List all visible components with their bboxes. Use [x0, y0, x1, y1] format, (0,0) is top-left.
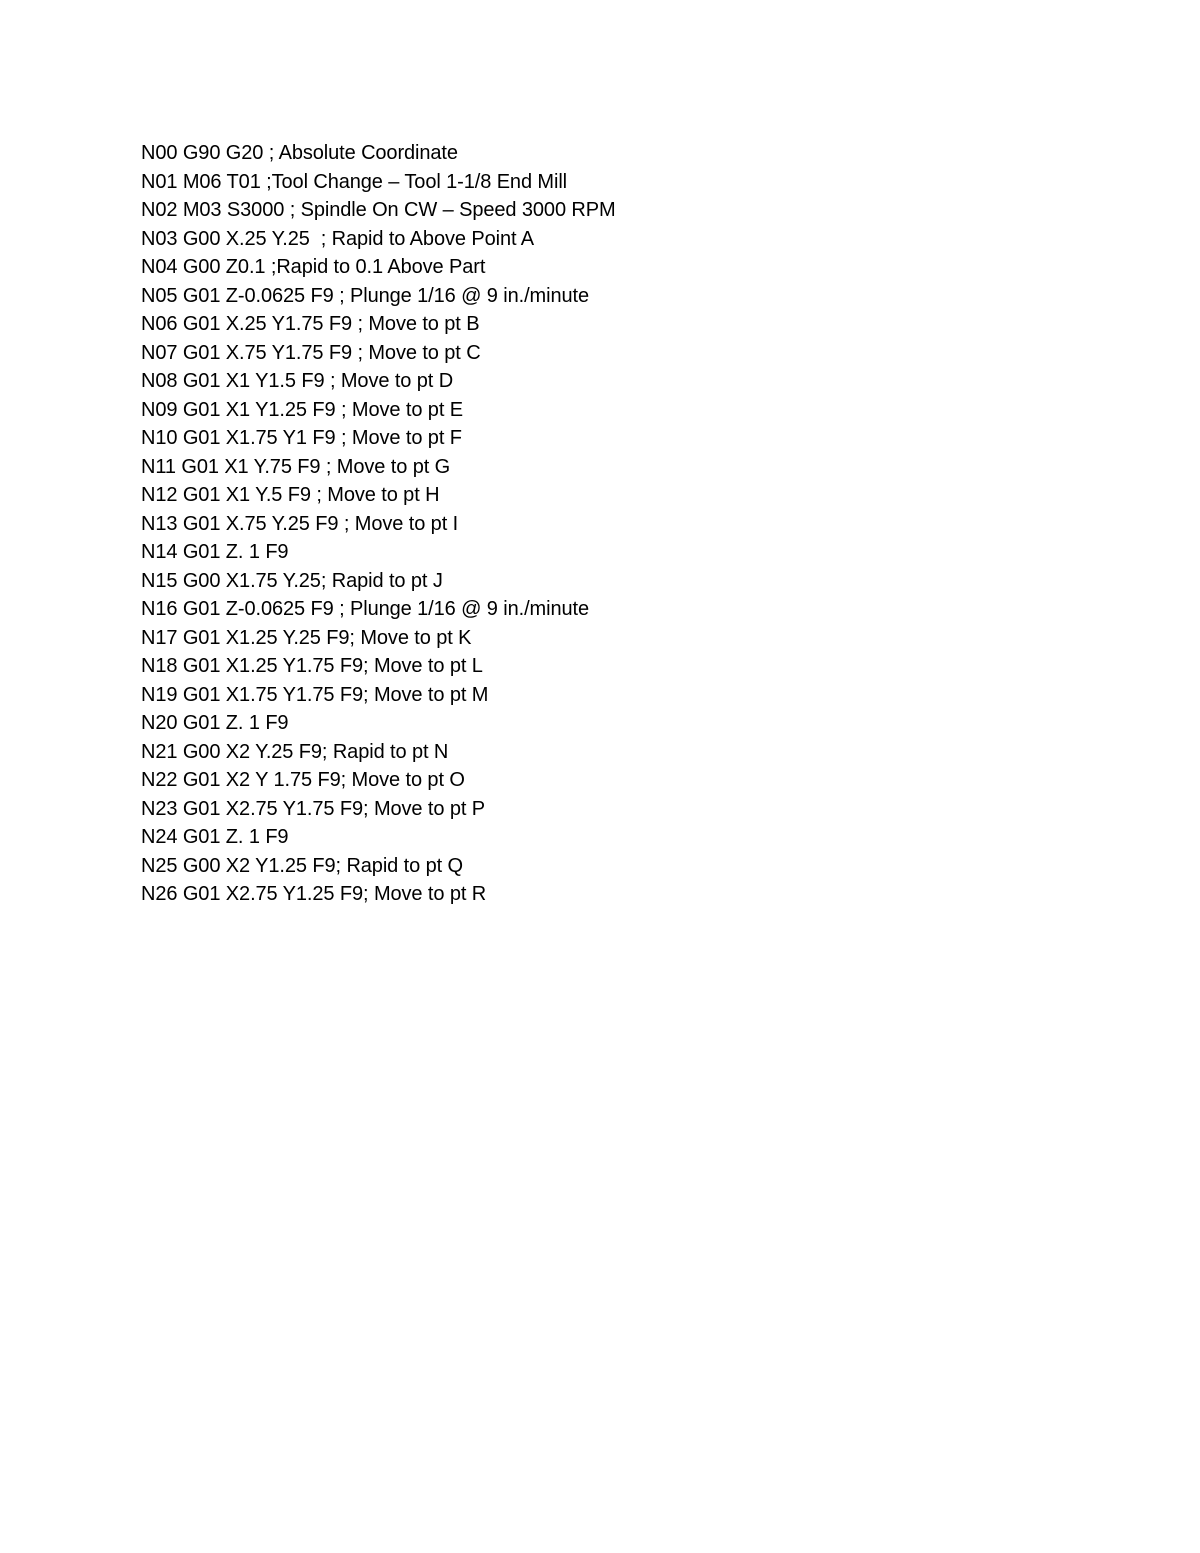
- gcode-line-n02: N02 M03 S3000 ; Spindle On CW – Speed 3000 RPM: [141, 199, 616, 221]
- gcode-line-n26: N26 G01 X2.75 Y1.25 F9; Move to pt R: [141, 883, 487, 905]
- gcode-line-n25: N25 G00 X2 Y1.25 F9; Rapid to pt Q: [141, 854, 463, 877]
- gcode-line-n20: N20 G01 Z. 1 F9: [141, 712, 289, 734]
- gcode-line-n22: N22 G01 X2 Y 1.75 F9; Move to pt O: [141, 769, 465, 791]
- gcode-line-n12: N12 G01 X1 Y.5 F9 ; Move to pt H: [141, 484, 440, 506]
- gcode-line-n21: N21 G00 X2 Y.25 F9; Rapid to pt N: [141, 740, 449, 763]
- gcode-line-n17: N17 G01 X1.25 Y.25 F9; Move to pt K: [141, 626, 472, 649]
- gcode-line-n08: N08 G01 X1 Y1.5 F9 ; Move to pt D: [141, 370, 454, 392]
- gcode-line-n01: N01 M06 T01 ;Tool Change – Tool 1-1/8 End Mill: [141, 170, 568, 193]
- gcode-line-n23: N23 G01 X2.75 Y1.75 F9; Move to pt P: [141, 797, 486, 820]
- gcode-line-n19: N19 G01 X1.75 Y1.75 F9; Move to pt M: [141, 683, 489, 706]
- gcode-line-n07: N07 G01 X.75 Y1.75 F9 ; Move to pt C: [141, 341, 481, 364]
- gcode-line-n06: N06 G01 X.25 Y1.75 F9 ; Move to pt B: [141, 313, 480, 335]
- gcode-listing: [141, 139, 616, 909]
- gcode-line-n14: N14 G01 Z. 1 F9: [141, 541, 289, 563]
- gcode-line-n11: N11 G01 X1 Y.75 F9 ; Move to pt G: [141, 455, 451, 478]
- gcode-line-n09: N09 G01 X1 Y1.25 F9 ; Move to pt E: [141, 398, 463, 421]
- gcode-line-n13: N13 G01 X.75 Y.25 F9 ; Move to pt I: [141, 512, 459, 535]
- gcode-line-n18: N18 G01 X1.25 Y1.75 F9; Move to pt L: [141, 655, 483, 677]
- gcode-line-n00: N00 G90 G20 ; Absolute Coordinate: [141, 142, 458, 164]
- gcode-line-n15: N15 G00 X1.75 Y.25; Rapid to pt J: [141, 569, 443, 592]
- gcode-line-n04: N04 G00 Z0.1 ;Rapid to 0.1 Above Part: [141, 256, 486, 278]
- gcode-line-n03: N03 G00 X.25 Y.25 ; Rapid to Above Point A: [141, 227, 535, 250]
- gcode-line-n24: N24 G01 Z. 1 F9: [141, 826, 289, 848]
- gcode-line-n16: N16 G01 Z-0.0625 F9 ; Plunge 1/16 @ 9 in./minute: [141, 598, 589, 620]
- gcode-line-n05: N05 G01 Z-0.0625 F9 ; Plunge 1/16 @ 9 in./minute: [141, 284, 589, 307]
- gcode-line-n10: N10 G01 X1.75 Y1 F9 ; Move to pt F: [141, 427, 462, 449]
